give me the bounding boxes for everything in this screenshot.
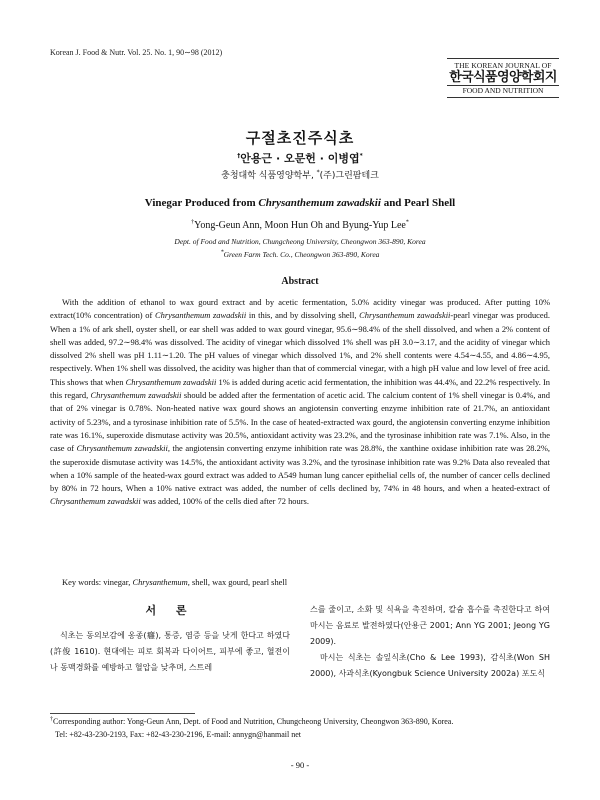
keywords-label: Key words: vinegar, (62, 577, 133, 587)
affiliation-mark: * (316, 169, 320, 176)
keywords-species: Chrysanthemum (132, 577, 188, 587)
journal-citation: Korean J. Food & Nutr. Vol. 25. No. 1, 90∼98 (2012) (50, 48, 223, 57)
affiliation-korean (0, 168, 600, 181)
logo-bottom-rule (447, 97, 559, 98)
affiliation-mark: * (405, 219, 409, 226)
footnote-line-1-text: Corresponding author: Yong-Geun Ann, Dept. of Food and Nutrition, Chungcheong University, Cheongwon 363-890, Korea. (53, 717, 454, 726)
column-left (50, 602, 290, 676)
title-english (0, 197, 600, 209)
section-heading-introduction: 서 론 (145, 604, 195, 617)
title-english-part1: Vinegar Produced from (144, 197, 259, 209)
abstract-text: With the addition of ethanol to wax gourd extract and by acetic fermentation, 5.0% acidity vinegar was produced. After putting 10% extract(10% concentration) of (50, 297, 550, 321)
intro-paragraph-1-cont: 스를 줄이고, 소화 및 식욕을 촉진하며, 칼슘 흡수를 촉진한다고 하여 마시는 음료로 발전하였다(안용근 2001; Ann YG 2001; Jeong YG 2009). (310, 605, 550, 646)
abstract-text: 1% is added during acetic acid fermentation, the inhibition was 44.4%, and 22.2% respectively. In this regard, (50, 376, 551, 401)
authors-english (0, 220, 600, 231)
abstract-species: Chrysanthemum zawadskii (90, 390, 182, 401)
abstract-text: , the angiotensin converting enzyme inhibition rate was 28.8%, the xanthine oxidase inhibition rate was 28.2%, the superoxide dismutase activity was 14.5%, the antioxidant activity was 3.2%, and the tyrosinase inhibition rate was 9.2% Data also revealed that when a 10% sample of the heated-wax gourd extract was added to A549 human lung cancer epithelial cells of, the number of cancer cells declined by 80% in 72 hours, When a 10% native extract was added, the number of cells declined by, 74% in 48 hours, and when a heated-extract of (50, 443, 550, 494)
footnote-line-2: Tel: +82-43-230-2193, Fax: +82-43-230-2196, E-mail: annygn@hanmail net (55, 729, 302, 739)
column-right (310, 602, 550, 682)
affiliation-mark: * (220, 249, 224, 256)
intro-paragraph-1: 식초는 동의보감에 옹종(癰), 통증, 염증 등을 낫게 한다고 하였다(許俊 1610). 현대에는 피로 회복과 다이어트, 피부에 좋고, 혈전이나 동맥경화를 예방하고 혈압을 낮추며, 스트레 (50, 631, 290, 672)
footnote-line-1 (50, 716, 560, 729)
logo-line-3: FOOD AND NUTRITION (462, 86, 544, 95)
keywords-rest: , shell, wax gourd, pearl shell (187, 577, 288, 587)
abstract-species: Chrysanthemum zawadskii (76, 443, 168, 454)
affiliation-mark: * (359, 152, 363, 160)
journal-logo (447, 58, 559, 98)
keywords (62, 577, 287, 587)
authors-korean (0, 150, 600, 166)
affiliation-korean-2: (주)그린팜테크 (319, 171, 379, 181)
abstract-body (50, 296, 550, 509)
intro-paragraph-2: 마시는 식초는 솔잎식초(Cho & Lee 1993), 감식초(Won SH 2000), 사과식초(Kyongbuk Science University 2002a) 포도식 (310, 653, 550, 678)
abstract-text: in this, and by dissolving shell, (246, 310, 360, 321)
title-english-part2: and Pearl Shell (380, 197, 456, 209)
title-korean: 구절초진주식초 (245, 129, 355, 147)
abstract-species: Chrysanthemum zawadskii (125, 376, 217, 387)
authors-korean-names: 안용근 · 오문헌 · 이병엽 (240, 152, 360, 165)
affiliation-korean-1: 충청대학 식품영양학부, (221, 171, 317, 181)
footnote-rule (50, 713, 195, 714)
logo-top-rule (447, 58, 559, 59)
title-english-species: Chrysanthemum zawadskii (258, 197, 381, 209)
logo-line-2: 한국식품영양학회지 (449, 70, 557, 85)
corresponding-mark: † (191, 219, 195, 226)
affiliation-english-1: Dept. of Food and Nutrition, Chungcheong University, Cheongwon 363-890, Korea (174, 237, 426, 246)
abstract-text: -pearl vinegar was produced. When a 1% of ark shell, oyster shell, or ear shell was added to wax gourd vinegar, 95.6∼98.4% of the shell dissolved, and when a 2% content of shell was added, 97.2∼98.4% was dissolved. The acidity of vinegar which dissolved 1% shell was pH 3.0∼3.17, and the acidity of vinegar which dissolved 2% shell was pH 1.11∼1.20. The pH values of vinegar which dissolved 1%, and 2% shell contents were 4.54∼4.55, and 4.86∼4.95, respectively. When 1% shell was dissolved, the acidity was higher than that of commercial vinegar, with a high pH value and low level of free acid. This shows that when (50, 310, 551, 387)
abstract-text: should be added after the fermentation of acetic acid. The calcium content of 1% shell vinegar is 0.4%, and that of 2% vinegar is 0.78%. Non-heated native wax gourd shows an angiotensin converting enzyme inhibition rate of 21.7%, an antioxidant activity of 5.23%, and a tyrosinase inhibition rate of 5.5%. In the case of heated-extracted wax gourd, the angiotensin converting enzyme inhibition rate was 16.1%, superoxide dismutase activity was 20.5%, antioxidant activity was 23.2%, and the tyrosinase inhibition rate was 7.1%. Also, in the case of (50, 390, 550, 454)
abstract-species: Chrysanthemum zawadskii (154, 310, 247, 321)
authors-english-names: Yong-Geun Ann, Moon Hun Oh and Byung-Yup Lee (194, 220, 406, 231)
abstract-species: Chrysanthemum zawadskii (50, 496, 141, 507)
logo-line-1: THE KOREAN JOURNAL OF (454, 61, 552, 70)
affiliation-english-2-text: Green Farm Tech. Co., Cheongwon 363-890, Korea (223, 250, 380, 259)
corresponding-mark: † (237, 152, 241, 160)
corresponding-mark: † (50, 716, 53, 723)
page-number: - 90 - (290, 760, 310, 770)
affiliation-english-2 (0, 250, 600, 259)
abstract-heading: Abstract (281, 276, 319, 287)
abstract-text: was added, 100% of the cells died after 72 hours. (140, 496, 309, 507)
footnote (50, 716, 560, 741)
abstract-species: Chrysanthemum zawadskii (359, 310, 451, 321)
